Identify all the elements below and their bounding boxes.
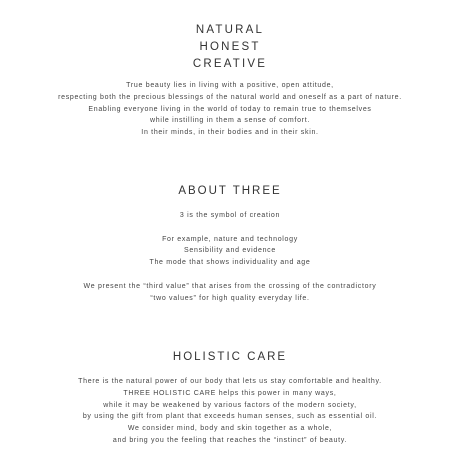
heading-line-creative: CREATIVE xyxy=(192,58,268,70)
holistic-section xyxy=(0,350,460,364)
intro-line: Enabling everyone living in the world of today to remain true to themselves xyxy=(88,105,372,113)
holistic-line: We consider mind, body and skin together as a whole, xyxy=(127,425,333,433)
about-example-line: For example, nature and technology xyxy=(162,235,298,243)
intro-paragraph xyxy=(0,80,460,139)
about-example-line: Sensibility and evidence xyxy=(184,247,276,255)
intro-line: In their minds, in their bodies and in their skin. xyxy=(141,129,319,137)
heading-line-honest: HONEST xyxy=(199,41,261,53)
about-example-line: The mode that shows individuality and age xyxy=(149,259,311,267)
spacer xyxy=(0,269,460,281)
about-value-line: We present the “third value” that arises from the crossing of the contradictory xyxy=(83,282,377,290)
holistic-line: and bring you the feeling that reaches the “instinct” of beauty. xyxy=(112,436,348,444)
about-value-line: “two values” for high quality everyday life. xyxy=(150,294,310,302)
spacer xyxy=(0,222,460,234)
holistic-line: by using the gift from plant that exceeds human senses, such as essential oil. xyxy=(82,413,378,421)
about-section xyxy=(0,184,460,198)
holistic-title: HOLISTIC CARE xyxy=(172,351,288,363)
brand-heading xyxy=(0,22,460,73)
intro-line: True beauty lies in living with a positive, open attitude, xyxy=(126,82,334,89)
about-tagline: 3 is the symbol of creation xyxy=(179,212,281,219)
intro-line: while instilling in them a sense of comfort. xyxy=(150,117,310,125)
about-title: ABOUT THREE xyxy=(178,185,282,197)
holistic-body xyxy=(0,376,460,447)
about-body xyxy=(0,210,460,304)
holistic-line: THREE HOLISTIC CARE helps this power in many ways, xyxy=(123,389,337,397)
holistic-line: while it may be weakened by various factors of the modern society, xyxy=(103,401,357,409)
intro-line: respecting both the precious blessings of the natural world and oneself as a part of nature. xyxy=(58,93,402,101)
heading-line-natural: NATURAL xyxy=(195,24,265,36)
holistic-line: There is the natural power of our body that lets us stay comfortable and healthy. xyxy=(78,378,382,385)
